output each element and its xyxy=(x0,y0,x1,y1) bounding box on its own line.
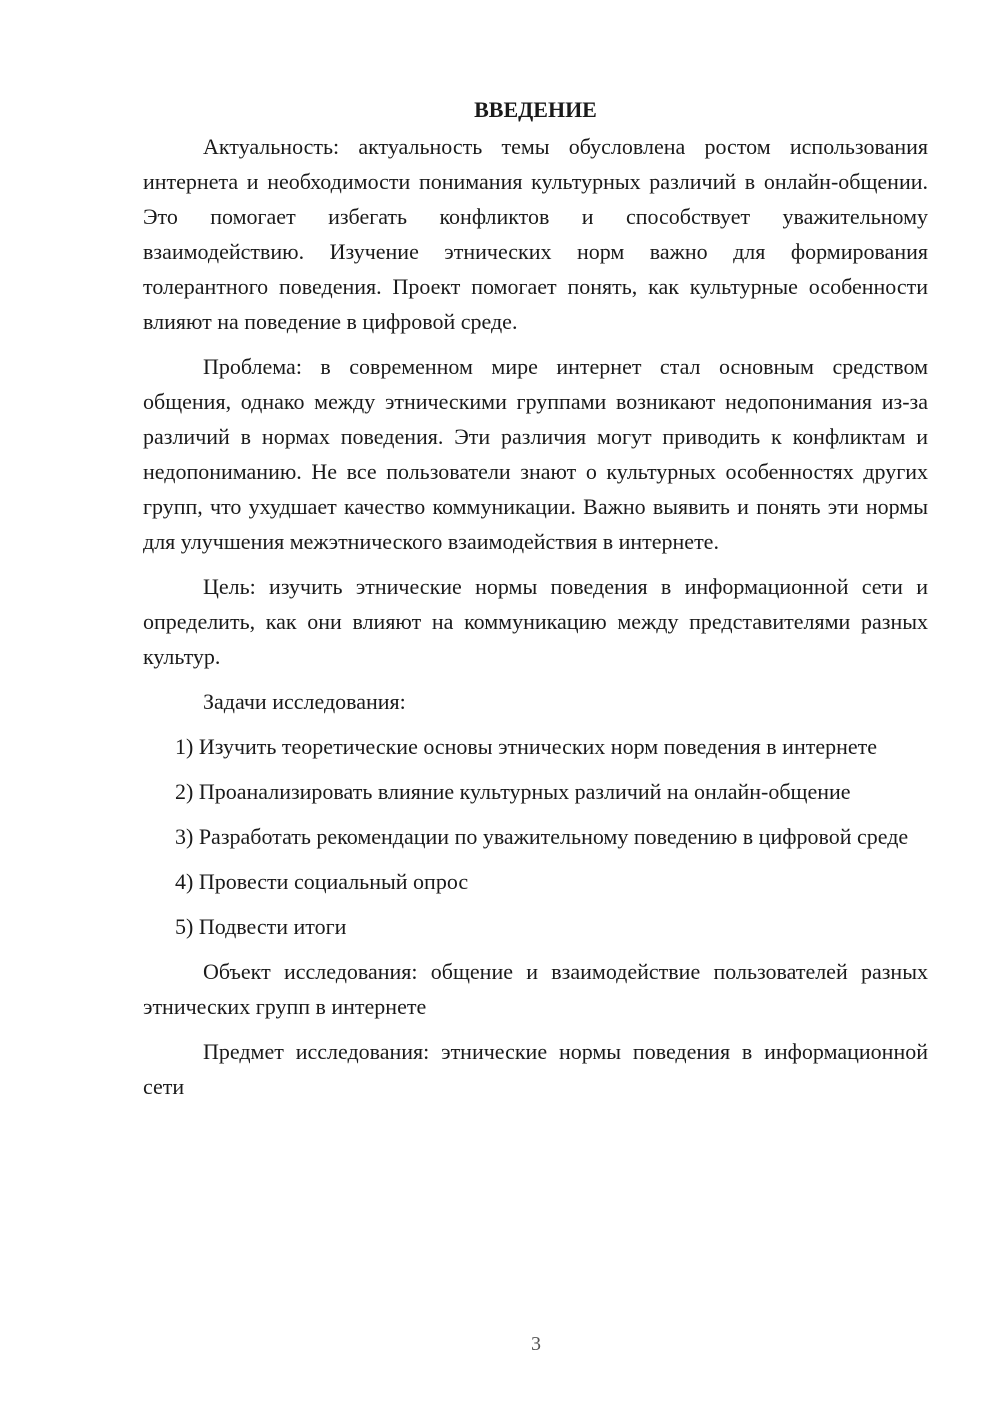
goal-paragraph: Цель: изучить этнические нормы поведения в информационной сети и определить, как они влияют на коммуникацию между представителями разных культур. xyxy=(143,574,928,669)
task-item: 1) Изучить теоретические основы этнических норм поведения в интернете xyxy=(175,734,878,759)
task-item: 4) Провести социальный опрос xyxy=(175,869,469,894)
relevance-paragraph: Актуальность: актуальность темы обусловлена ростом использования интернета и необходимости понимания культурных различий в онлайн-общении. Это помогает избегать конфликтов и способствует уважительному взаимодействию. Изучение этнических норм важно для формирования толерантного поведения. Проект помогает понять, как культурные особенности влияют на поведение в цифровой среде. xyxy=(143,134,928,334)
object-paragraph: Объект исследования: общение и взаимодействие пользователей разных этнических групп в интернете xyxy=(143,959,928,1019)
task-item: 2) Проанализировать влияние культурных различий на онлайн-общение xyxy=(175,779,851,804)
problem-paragraph: Проблема: в современном мире интернет стал основным средством общения, однако между этническими группами возникают недопонимания из-за различий в нормах поведения. Эти различия могут приводить к конфликтам и недопониманию. Не все пользователи знают о культурных особенностях других групп, что ухудшает качество коммуникации. Важно выявить и понять эти нормы для улучшения межэтнического взаимодействия в интернете. xyxy=(143,354,928,554)
task-item: 3) Разработать рекомендации по уважительному поведению в цифровой среде xyxy=(175,824,909,849)
page-title: ВВЕДЕНИЕ xyxy=(474,97,597,122)
document-body xyxy=(143,92,928,1114)
task-item: 5) Подвести итоги xyxy=(175,914,347,939)
subject-paragraph: Предмет исследования: этнические нормы поведения в информационной сети xyxy=(143,1039,928,1099)
tasks-heading: Задачи исследования: xyxy=(203,689,406,714)
page-number: 3 xyxy=(531,1333,541,1355)
